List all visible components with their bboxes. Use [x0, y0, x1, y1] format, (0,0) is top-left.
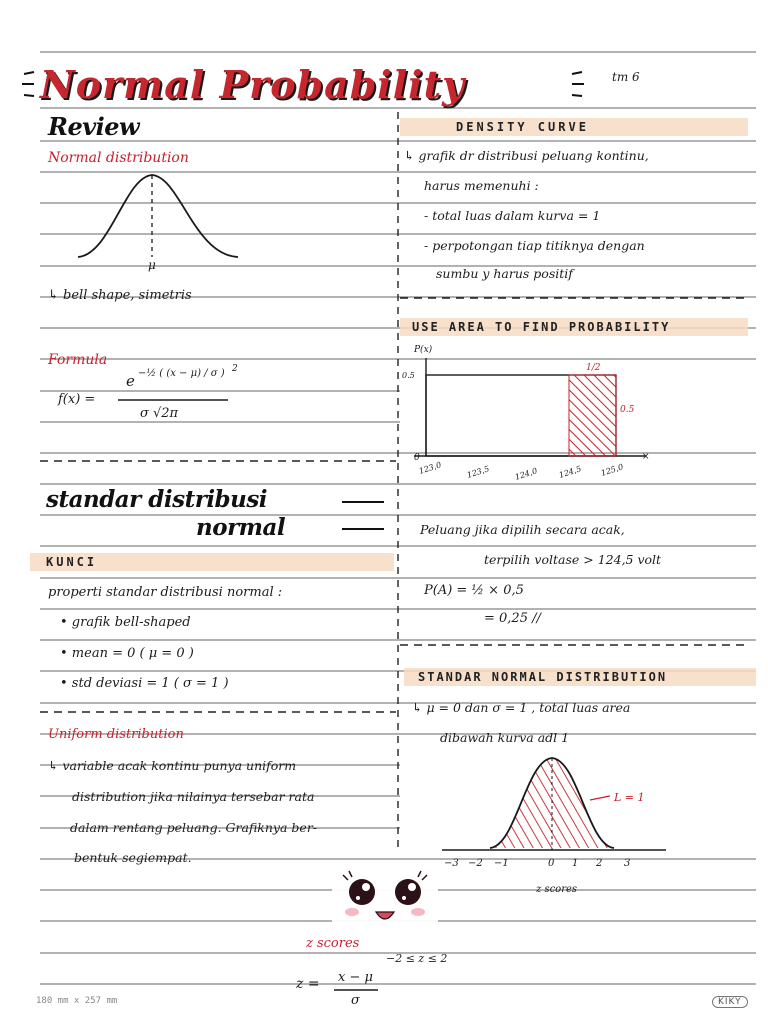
left-eye [349, 879, 375, 905]
formula-exponent: −½ ( (x − μ) / σ ) [138, 368, 225, 379]
standard-normal-heading-line1: standar distribusi [46, 486, 268, 513]
x-axis-end: × [642, 452, 650, 462]
half-width-label: 1/2 [586, 363, 601, 373]
uniform-text-line: ↳ variable acak kontinu punya uniform [48, 758, 297, 773]
uniform-distribution-label: Uniform distribution [48, 727, 184, 742]
x-tick-label: 123,5 [465, 464, 491, 480]
standard-normal-curve-graph [438, 748, 678, 898]
bell-shape-note: ↳ bell shape, simetris [48, 288, 192, 303]
height-label: 0.5 [620, 405, 635, 415]
px-axis-label: P(x) [414, 345, 433, 355]
x-tick-label: 123,0 [417, 460, 443, 476]
zscore-formula-numerator: x − μ [338, 970, 373, 985]
property-item: • std deviasi = 1 ( σ = 1 ) [60, 676, 229, 691]
zscore-range: −2 ≤ z ≤ 2 [386, 952, 448, 965]
shaded-probability-area [569, 375, 616, 456]
origin-label: 0 [414, 453, 420, 463]
z-tick-label: 1 [572, 858, 579, 869]
uniform-distribution-graph [380, 340, 680, 490]
area-pointer [590, 796, 610, 800]
page-title: Normal Probability [40, 62, 466, 107]
z-tick-label: 2 [596, 858, 603, 869]
probability-question-line: terpilih voltase > 124,5 volt [484, 552, 662, 567]
probability-calc-line: P(A) = ½ × 0,5 [424, 583, 524, 598]
uniform-text-line: distribution jika nilainya tersebar rata [72, 789, 315, 804]
formula-num-e: e [126, 372, 135, 390]
paper-size-label: 180 mm x 257 mm [36, 996, 118, 1006]
x-tick-label: 125,0 [599, 462, 625, 478]
formula-label: Formula [48, 352, 108, 368]
zscore-formula-denominator: σ [351, 993, 360, 1008]
x-tick-label: 124,0 [513, 466, 539, 482]
property-item: • mean = 0 ( μ = 0 ) [60, 646, 194, 661]
uniform-text-line: bentuk segiempat. [74, 850, 192, 865]
brand-logo: KIKY [712, 996, 748, 1008]
z-axis-label: z scores [536, 884, 578, 895]
z-tick-label: −3 [444, 858, 459, 869]
properties-intro: properti standar distribusi normal : [48, 585, 283, 600]
x-tick-label: 124,5 [557, 464, 583, 480]
mu-label: μ [148, 258, 156, 272]
area-label: L = 1 [614, 791, 645, 804]
zscore-fraction-bar [334, 988, 380, 992]
zscore-formula-lhs: z = [296, 976, 320, 992]
density-curve-heading: DENSITY CURVE [456, 120, 589, 134]
snd-text-line: dibawah kurva adl 1 [440, 730, 570, 745]
kunci-highlight [30, 553, 394, 571]
formula-lhs: f(x) = [58, 392, 96, 407]
area-heading: USE AREA TO FIND PROBABILITY [412, 320, 671, 334]
z-tick-label: 3 [624, 858, 631, 869]
snd-heading: STANDAR NORMAL DISTRIBUTION [418, 670, 668, 684]
formula-denominator: σ √2π [140, 406, 179, 421]
kunci-label: KUNCI [46, 555, 98, 569]
density-text-line: - total luas dalam kurva = 1 [424, 208, 601, 223]
density-text-line: sumbu y harus positif [436, 266, 573, 281]
density-text-line: ↳ grafik dr distribusi peluang kontinu, [404, 148, 649, 163]
uniform-text-line: dalam rentang peluang. Grafiknya ber- [70, 820, 318, 835]
formula-exponent-power: 2 [232, 364, 238, 374]
property-item: • grafik bell-shaped [60, 615, 191, 630]
bell-curve-diagram [70, 165, 250, 275]
area-heading-highlight [400, 318, 748, 336]
bell-curve [78, 175, 238, 257]
y-tick-label: 0.5 [402, 371, 415, 380]
meeting-number: tm 6 [612, 70, 640, 84]
density-curve-highlight [400, 118, 748, 136]
formula-fraction-bar [118, 398, 230, 402]
probability-calc-line: = 0,25 // [484, 611, 541, 626]
z-tick-label: −1 [494, 858, 509, 869]
probability-question-line: Peluang jika dipilih secara acak, [420, 522, 625, 537]
density-text-line: - perpotongan tiap titiknya dengan [424, 238, 645, 253]
normal-distribution-label: Normal distribution [48, 150, 189, 166]
snd-heading-highlight [404, 668, 756, 686]
right-eye [395, 879, 421, 905]
standard-normal-heading-line2: normal [196, 514, 286, 541]
snd-text-line: ↳ μ = 0 dan σ = 1 , total luas area [412, 700, 631, 715]
z-tick-label: −2 [468, 858, 483, 869]
z-tick-label: 0 [548, 858, 555, 869]
review-heading: Review [48, 112, 140, 141]
density-text-line: harus memenuhi : [424, 178, 539, 193]
zscore-label: z scores [306, 936, 360, 951]
smiley-face-sticker [330, 862, 440, 942]
